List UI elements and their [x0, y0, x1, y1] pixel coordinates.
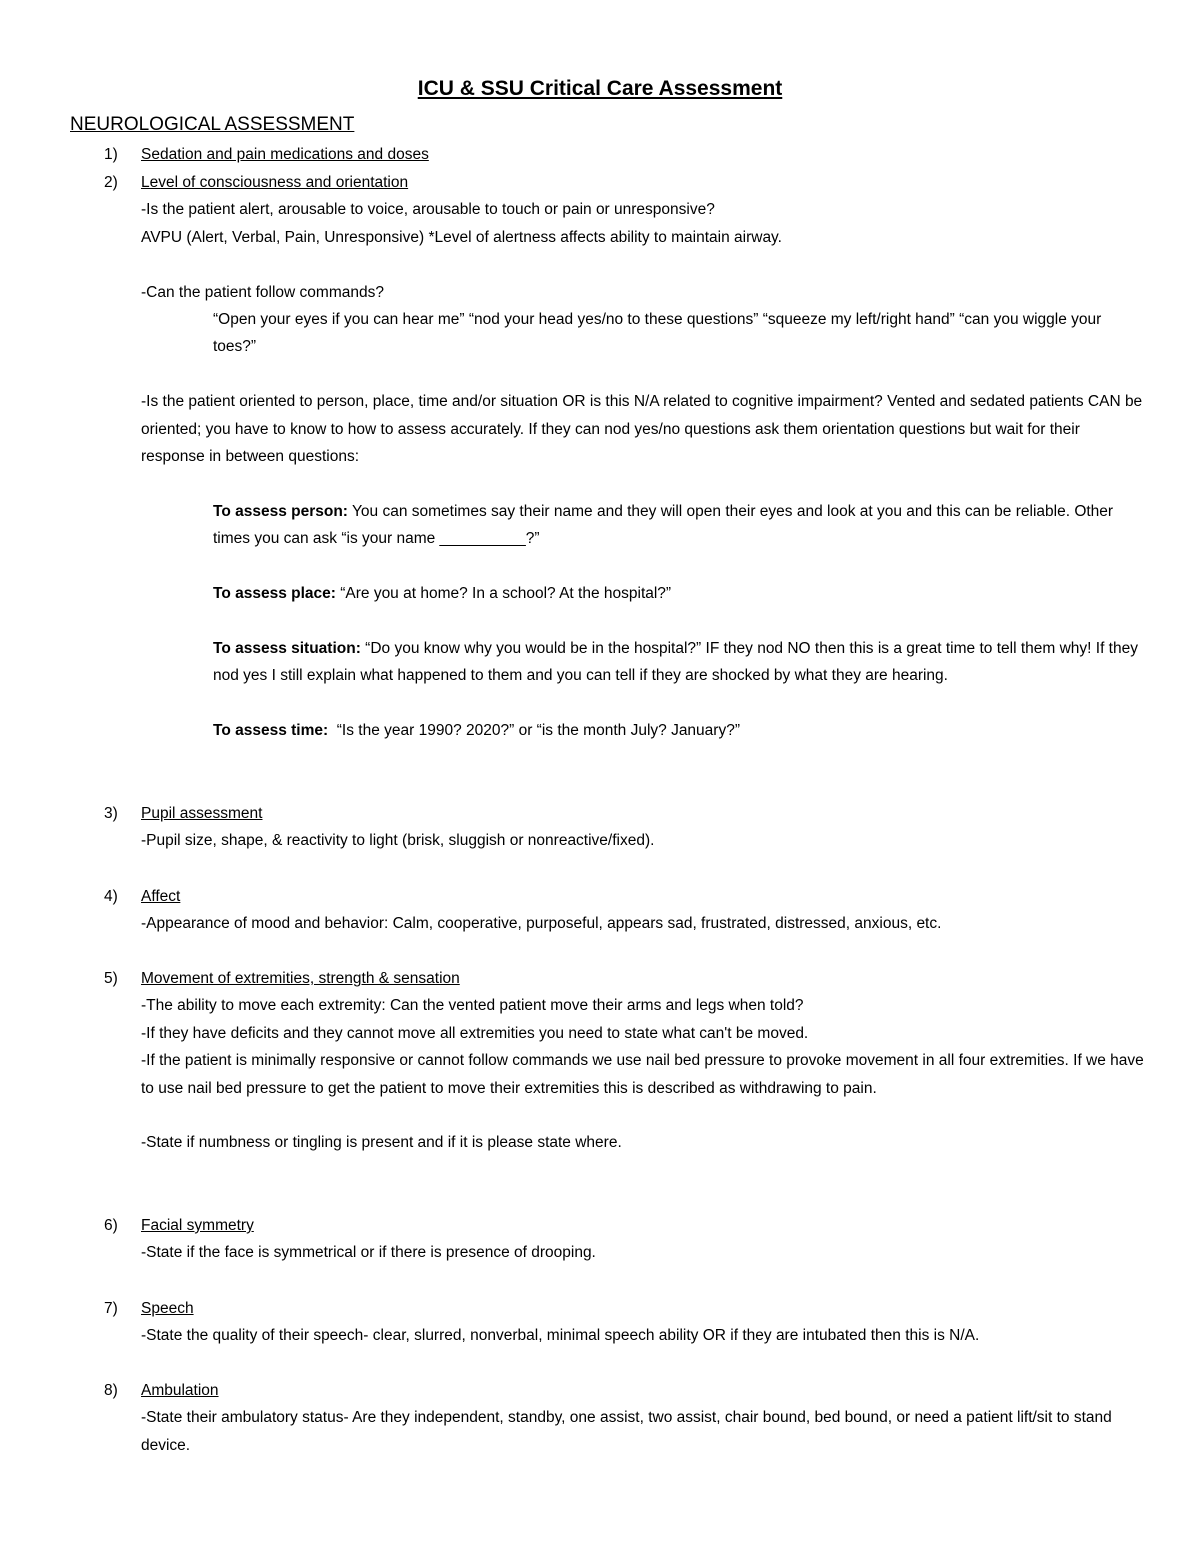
document-title: ICU & SSU Critical Care Assessment	[417, 77, 783, 100]
item-heading: Ambulation	[141, 1382, 219, 1399]
assess-person-text: You can sometimes say their name and they will open their eyes and look at you and this can be reliable. Other times you can ask “is your name __________?”	[213, 502, 1114, 548]
list-item-8	[104, 1377, 1144, 1459]
item-number: 2)	[104, 174, 118, 191]
item-text-line-3: -If the patient is minimally responsive or cannot follow commands we use nail bed pressure to provoke movement in all four extremities. If we have to use nail bed pressure to get the patient to move their extremities this is described as withdrawing to pain.	[141, 1052, 1144, 1097]
item-text: -Pupil size, shape, & reactivity to light (brisk, sluggish or nonreactive/fixed).	[141, 832, 655, 850]
list-item-5	[104, 965, 1144, 1157]
list-item-1	[104, 141, 1144, 168]
list-item-6	[104, 1212, 1144, 1267]
assess-place-text: “Are you at home? In a school? At the hospital?”	[335, 585, 672, 603]
assess-time-label: To assess time:	[213, 722, 329, 740]
orientation-text: -Is the patient oriented to person, place, time and/or situation OR is this N/A related to cognitive impairment? Vented and sedated patients CAN be oriented; you have to know to how to assess accurately. If they can nod yes/no questions ask them orientation questions but wait for their response in between questions:	[141, 393, 1143, 466]
assess-person	[141, 498, 1144, 553]
item-heading: Facial symmetry	[141, 1217, 254, 1234]
commands-question: -Can the patient follow commands?	[141, 283, 384, 301]
list-item-7	[104, 1295, 1144, 1350]
item-number: 8)	[104, 1382, 118, 1399]
assess-place	[141, 580, 1144, 607]
item-heading: Movement of extremities, strength & sensation	[141, 970, 460, 987]
item-number: 5)	[104, 970, 118, 987]
item-number: 4)	[104, 888, 118, 905]
assess-person-label: To assess person:	[213, 502, 348, 520]
item-text-line-4: -State if numbness or tingling is present and if it is please state where.	[141, 1134, 622, 1152]
item-text: -Appearance of mood and behavior: Calm, cooperative, purposeful, appears sad, frustrated, distressed, anxious, etc.	[141, 915, 942, 933]
item-number: 6)	[104, 1217, 118, 1234]
item-text: -State the quality of their speech- clear, slurred, nonverbal, minimal speech ability OR if they are intubated then this is N/A.	[141, 1327, 980, 1345]
item-number: 1)	[104, 146, 118, 163]
assess-time-text: “Is the year 1990? 2020?” or “is the month July? January?”	[328, 722, 740, 740]
avpu-note: AVPU (Alert, Verbal, Pain, Unresponsive) *Level of alertness affects ability to maintain airway.	[141, 228, 782, 246]
assess-time	[141, 717, 1144, 744]
assess-place-label: To assess place:	[213, 585, 336, 603]
alert-question: -Is the patient alert, arousable to voice, arousable to touch or pain or unresponsive?	[141, 201, 715, 219]
item-heading: Speech	[141, 1300, 194, 1317]
item-heading: Sedation and pain medications and doses	[141, 146, 429, 163]
section-heading: NEUROLOGICAL ASSESSMENT	[70, 114, 355, 135]
assess-situation	[141, 635, 1144, 690]
assess-situation-text: “Do you know why you would be in the hospital?” IF they nod NO then this is a great time to tell them why! If they nod yes I still explain what happened to them and you can tell if they are shocked by what they are hearing.	[213, 639, 1138, 685]
item-heading: Pupil assessment	[141, 805, 263, 822]
item-heading: Affect	[141, 888, 181, 905]
item-text-line-1: -The ability to move each extremity: Can the vented patient move their arms and legs when told?	[141, 997, 804, 1015]
item-heading: Level of consciousness and orientation	[141, 174, 409, 191]
list-item-2	[104, 169, 1144, 744]
item-text-line-2: -If they have deficits and they cannot move all extremities you need to state what can't be moved.	[141, 1024, 809, 1042]
item-number: 7)	[104, 1300, 118, 1317]
commands-examples: “Open your eyes if you can hear me” “nod your head yes/no to these questions” “squeeze my left/right hand” “can you wiggle your toes?”	[213, 311, 1102, 356]
assess-situation-label: To assess situation:	[213, 639, 361, 657]
list-item-3	[104, 800, 1144, 855]
item-text: -State if the face is symmetrical or if there is presence of drooping.	[141, 1244, 596, 1262]
item-number: 3)	[104, 805, 118, 822]
item-text: -State their ambulatory status- Are they independent, standby, one assist, two assist, chair bound, bed bound, or need a patient lift/sit to stand device.	[141, 1409, 1112, 1454]
list-item-4	[104, 883, 1144, 938]
